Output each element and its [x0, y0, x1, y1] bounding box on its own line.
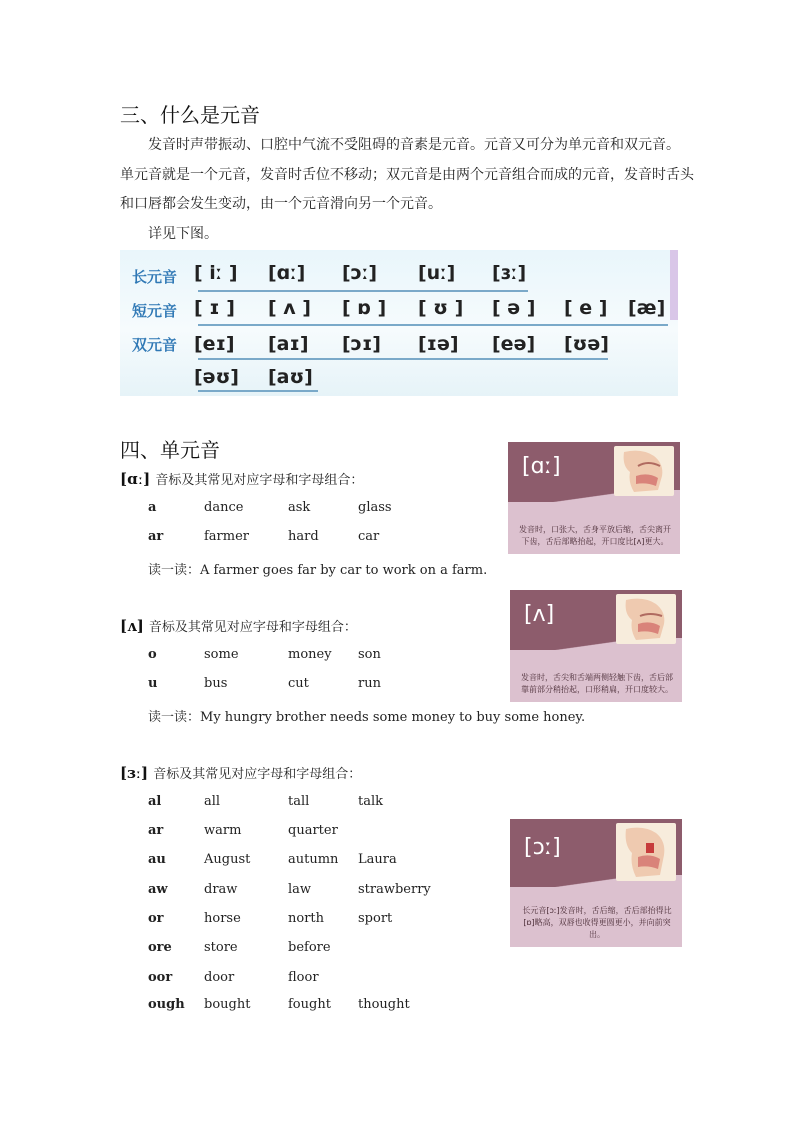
vowel-chart — [120, 250, 678, 396]
letter-combo: al — [148, 794, 162, 809]
chart-edge-decoration — [670, 250, 678, 320]
vowel-symbol: [eə] — [492, 333, 536, 355]
example-word: strawberry — [358, 882, 431, 897]
chart-divider-4 — [198, 390, 318, 392]
vowel-symbol: [əʊ] — [194, 366, 239, 388]
example-word: draw — [204, 882, 238, 897]
vowel-symbol: [ɔɪ] — [342, 333, 381, 355]
example-word: August — [204, 852, 251, 867]
vowel-symbol: [eɪ] — [194, 333, 235, 355]
example-word: before — [288, 940, 331, 955]
letter-combo: o — [148, 647, 157, 662]
example-word: cut — [288, 676, 309, 691]
phoneme-card-a — [508, 442, 680, 554]
vowel-symbol: [uː] — [418, 262, 456, 284]
vowel-symbol: [ɔː] — [342, 262, 378, 284]
letter-combo: aw — [148, 882, 168, 897]
section3-para-line-3: 和口唇都会发生变动，由一个元音滑向另一个元音。 — [120, 196, 442, 212]
vowel-symbol: [ɜː] — [492, 262, 527, 284]
vowel-symbol: [ ʊ ] — [418, 297, 464, 319]
example-word: sport — [358, 911, 393, 926]
chart-row-label-long: 长元音 — [132, 268, 178, 286]
vowel-symbol: [ɪə] — [418, 333, 459, 355]
chart-row-label-short: 短元音 — [132, 302, 178, 320]
example-word: tall — [288, 794, 310, 809]
example-word: store — [204, 940, 238, 955]
letter-combo: ough — [148, 997, 185, 1012]
example-word: run — [358, 676, 381, 691]
example-word: quarter — [288, 823, 338, 838]
phoneme-header — [120, 469, 363, 488]
vowel-symbol: [ʊə] — [564, 333, 609, 355]
phoneme-symbol: [ɜː] — [120, 764, 149, 782]
vowel-symbol: [ ɪ ] — [194, 297, 235, 319]
mouth-diagram-icon — [614, 446, 674, 496]
chart-divider-1 — [198, 290, 528, 292]
phoneme-card-open-o — [510, 819, 682, 947]
read-aloud-sentence: My hungry brother needs some money to buy some honey. — [200, 710, 586, 725]
section3-para-line-1: 发音时声带振动、口腔中气流不受阻碍的音素是元音。元音又可分为单元音和双元音。 — [148, 137, 680, 153]
vowel-symbol: [æ] — [628, 297, 666, 319]
example-word: law — [288, 882, 312, 897]
example-word: glass — [358, 500, 392, 515]
example-word: bought — [204, 997, 251, 1012]
chart-divider-2 — [198, 324, 668, 326]
see-below-text: 详见下图。 — [148, 226, 218, 242]
example-word: some — [204, 647, 239, 662]
card-phoneme-title: [ɑː] — [522, 454, 561, 479]
example-word: talk — [358, 794, 384, 809]
section3-heading: 三、什么是元音 — [120, 103, 260, 127]
example-word: farmer — [204, 529, 250, 544]
card-phoneme-title: [ɔː] — [524, 835, 561, 860]
read-aloud-line — [148, 559, 487, 578]
letter-combo: oor — [148, 970, 173, 985]
example-word: bus — [204, 676, 228, 691]
letter-combo: ore — [148, 940, 172, 955]
example-word: north — [288, 911, 325, 926]
example-word: horse — [204, 911, 241, 926]
section3-para-line-2: 单元音就是一个元音，发音时舌位不移动；双元音是由两个元音组合而成的元音，发音时舌头 — [120, 167, 694, 183]
read-aloud-label: 读一读： — [148, 710, 201, 725]
example-word: hard — [288, 529, 319, 544]
phoneme-card-wedge — [510, 590, 682, 702]
example-word: floor — [288, 970, 319, 985]
phoneme-symbol: [ʌ] — [120, 617, 144, 635]
letter-combo: u — [148, 676, 158, 691]
vowel-symbol: [ɑː] — [268, 262, 306, 284]
phoneme-description: 音标及其常见对应字母和字母组合： — [153, 767, 362, 782]
vowel-symbol: [ ʌ ] — [268, 297, 311, 319]
letter-combo: or — [148, 911, 164, 926]
card-description: 发音时，舌尖和舌端两侧轻触下齿，舌后部靠前部分稍抬起，口形稍扁，开口度较大。 — [521, 673, 673, 694]
example-word: money — [288, 647, 332, 662]
vowel-symbol: [ ə ] — [492, 297, 536, 319]
vowel-symbol: [aʊ] — [268, 366, 313, 388]
example-word: son — [358, 647, 381, 662]
vowel-symbol: [ ɒ ] — [342, 297, 387, 319]
example-word: all — [204, 794, 221, 809]
phoneme-description: 音标及其常见对应字母和字母组合： — [155, 473, 364, 488]
example-word: warm — [204, 823, 242, 838]
card-description: 长元音[ɔː]发音时，舌后缩，舌后部抬得比[ɒ]略高，双唇也收得更圆更小，并向前突出。 — [522, 906, 672, 939]
card-phoneme-title: [ʌ] — [524, 602, 555, 627]
phoneme-description: 音标及其常见对应字母和字母组合： — [148, 620, 357, 635]
card-description: 发音时，口张大，舌身平放后缩，舌尖离开下齿，舌后部略抬起，开口度比[ʌ]更大。 — [519, 525, 671, 546]
letter-combo: a — [148, 500, 157, 515]
vowel-symbol: [ iː ] — [194, 262, 238, 284]
example-word: dance — [204, 500, 244, 515]
chart-divider-3 — [198, 358, 608, 360]
read-aloud-line — [148, 706, 585, 725]
example-word: fought — [288, 997, 331, 1012]
example-word: door — [204, 970, 235, 985]
section4-heading: 四、单元音 — [120, 438, 220, 462]
chart-row-label-diphthong: 双元音 — [132, 336, 178, 354]
example-word: Laura — [358, 852, 397, 867]
mouth-diagram-icon — [616, 823, 676, 881]
example-word: autumn — [288, 852, 339, 867]
read-aloud-sentence: A farmer goes far by car to work on a farm. — [200, 563, 488, 578]
example-word: ask — [288, 500, 311, 515]
phoneme-header — [120, 616, 357, 635]
vowel-symbol: [aɪ] — [268, 333, 309, 355]
phoneme-symbol: [ɑː] — [120, 470, 151, 488]
read-aloud-label: 读一读： — [148, 563, 201, 578]
letter-combo: au — [148, 852, 166, 867]
letter-combo: ar — [148, 529, 164, 544]
vowel-symbol: [ e ] — [564, 297, 608, 319]
mouth-diagram-icon — [616, 594, 676, 644]
example-word: car — [358, 529, 380, 544]
letter-combo: ar — [148, 823, 164, 838]
example-word: thought — [358, 997, 410, 1012]
phoneme-header — [120, 763, 361, 782]
